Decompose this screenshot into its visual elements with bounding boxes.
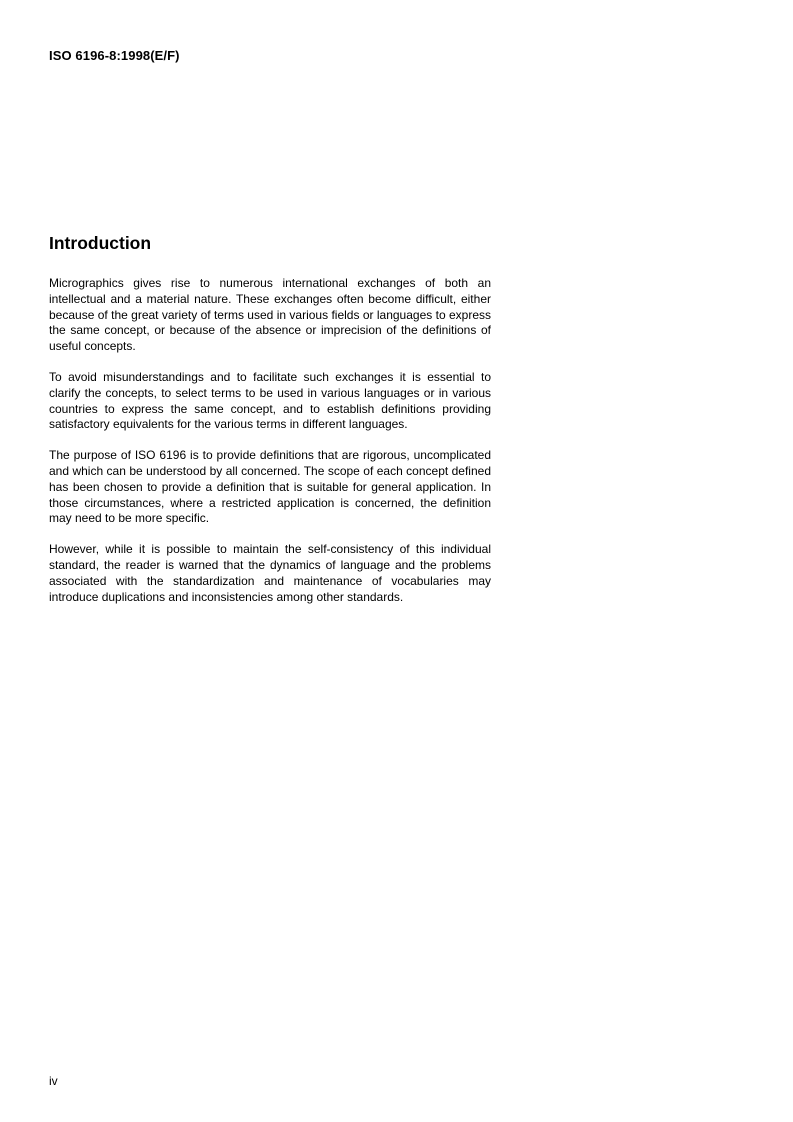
paragraph: The purpose of ISO 6196 is to provide definitions that are rigorous, uncomplicated and which can be understood by all concerned. The scope of each concept defined has been chosen to provide a definition that is suitable for general application. In those circumstances, where a restricted application is concerned, the definition may need to be more specific.	[49, 448, 491, 526]
paragraph: To avoid misunderstandings and to facilitate such exchanges it is essential to clarify the concepts, to select terms to be used in various languages or in various countries to express the same concept, and to establish definitions providing satisfactory equivalents for the various terms in different languages.	[49, 369, 491, 432]
page-number: iv	[49, 1074, 58, 1088]
section-title: Introduction	[49, 233, 152, 253]
document-header: ISO 6196-8:1998(E/F)	[49, 48, 180, 63]
paragraph: However, while it is possible to maintain the self-consistency of this individual standard, the reader is warned that the dynamics of language and the problems associated with the standardization and maintenance of vocabularies may introduce duplications and inconsistencies among other standards.	[49, 542, 491, 604]
body-text	[49, 276, 491, 620]
paragraph: Micrographics gives rise to numerous international exchanges of both an intellectual and a material nature. These exchanges often become difficult, either because of the great variety of terms used in various fields or languages to express the same concept, or because of the absence or imprecision of the definitions of useful concepts.	[49, 276, 491, 354]
